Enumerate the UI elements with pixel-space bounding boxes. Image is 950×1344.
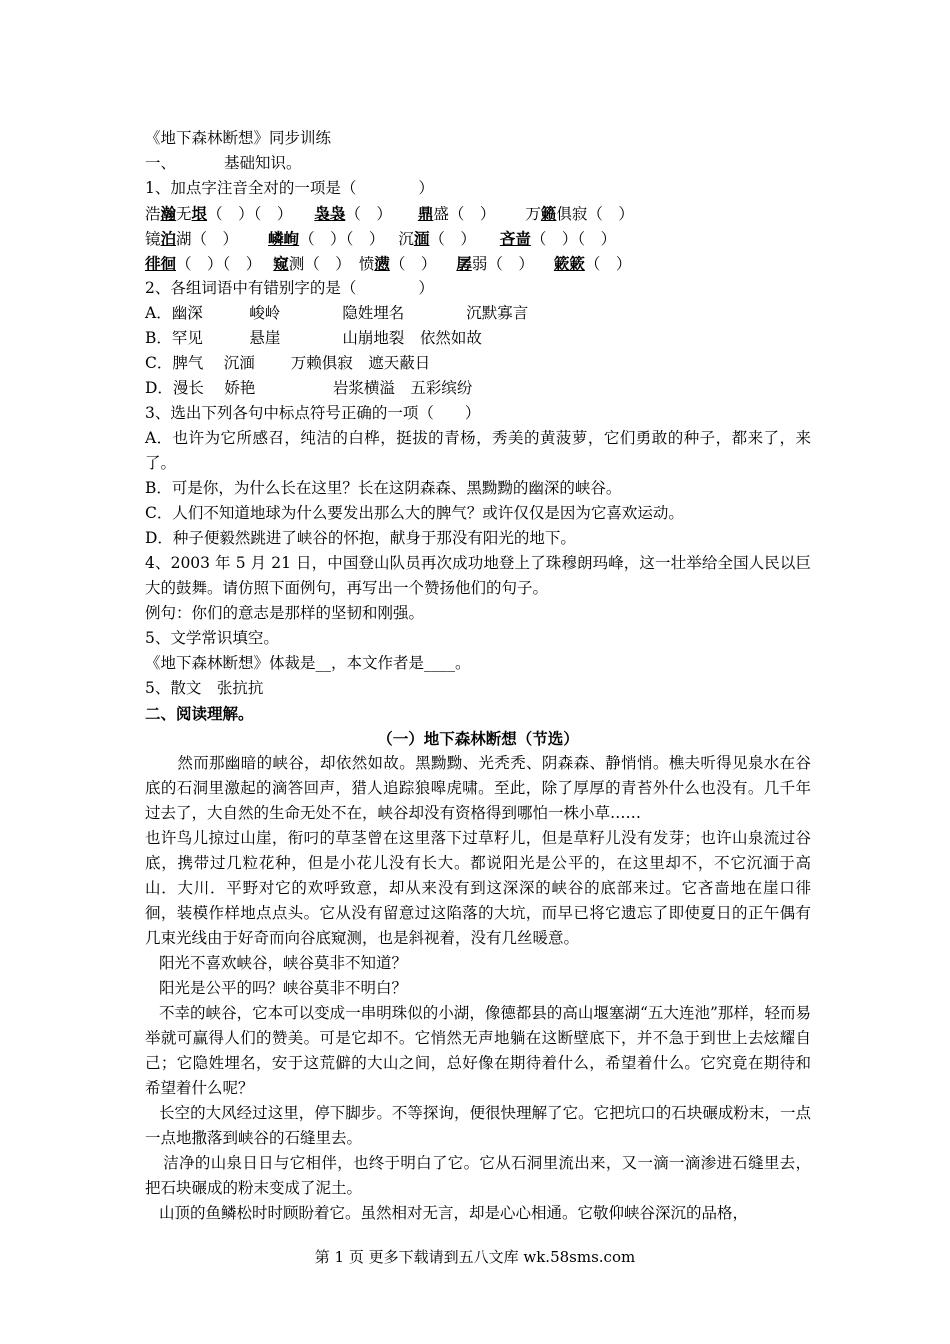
q2-stem: 2、各组词语中有错别字的是（ ） bbox=[145, 279, 434, 297]
reading-paragraph: 也许鸟儿掠过山崖，衔叼的草茎曾在这里落下过草籽儿，但是草籽儿没有发芽；也许山泉流过谷底，携带过几粒花种，但是小花儿没有长大。都说阳光是公平的，在这里却不，不它沉湎于高山．大川．平野对它的欢呼致意，却从来没有到这深深的峡谷的底部来过。它吝啬地在崖口徘徊，装模作样地点点头。它从没有留意过这陷落的大坑，而早已将它遗忘了即使夏日的正午偶有几束光线由于好奇而向谷底窥测，也是斜视着，没有几丝暖意。 bbox=[145, 829, 811, 947]
page-footer: 第 1 页 更多下载请到五八文库 wk.58sms.com bbox=[314, 1248, 636, 1266]
section-1-label: 基础知识。 bbox=[224, 154, 302, 172]
section-2-heading: 二、阅读理解。 bbox=[145, 704, 254, 723]
q2-option-c: C．脾气 沉湎 万赖俱寂 遮天蔽日 bbox=[145, 354, 431, 372]
q1-stem: 1、加点字注音全对的一项是（ ） bbox=[145, 179, 434, 197]
q1-item: 窥测（ ） bbox=[273, 254, 351, 273]
q3-option-b: B．可是你，为什么长在这里？长在这阴森森、黑黝黝的幽深的峡谷。 bbox=[145, 479, 622, 497]
reading-paragraph: 然而那幽暗的峡谷，却依然如故。黑黝黝、光秃秃、阴森森、静悄悄。樵夫听得见泉水在谷底的石洞里激起的滴答回声，猎人追踪狼嗥虎啸。至此，除了厚厚的青苔外什么也没有。几千年过去了，大自然的生命无处不在，峡谷却没有资格得到哪怕一株小草…… bbox=[145, 754, 811, 822]
q3-option-d: D．种子便毅然跳进了峡谷的怀抱，献身于那没有阳光的地下。 bbox=[145, 529, 576, 547]
reading-paragraph: 山顶的鱼鳞松时时顾盼着它。虽然相对无言，却是心心相通。它敬仰峡谷深沉的品格， bbox=[159, 1204, 749, 1222]
reading-paragraph: 长空的大风经过这里，停下脚步。不等探询，便很快理解了它。它把坑口的石块碾成粉末，一点一点地撒落到峡谷的石缝里去。 bbox=[145, 1104, 811, 1147]
section-1-number: 一、 bbox=[145, 154, 177, 172]
q4-stem: 4、2003 年 5 月 21 日，中国登山队员再次成功地登上了珠穆朗玛峰，这一壮举给全国人民以巨大的鼓舞。请仿照下面例句，再写出一个赞扬他们的句子。 bbox=[145, 554, 811, 597]
q5-answer: 5、散文 张抗抗 bbox=[145, 679, 264, 697]
document-body bbox=[145, 126, 811, 1226]
q1-item: 袅袅（ ） bbox=[314, 204, 392, 223]
q4-example: 例句：你们的意志是那样的坚韧和刚强。 bbox=[145, 604, 425, 622]
q1-item: 吝啬（ ）（ ） bbox=[499, 229, 617, 248]
q1-item: 镜泊湖（ ） bbox=[145, 229, 239, 248]
q1-item: 孱弱（ ） bbox=[456, 254, 534, 273]
q1-item: 愤懑（ ） bbox=[358, 254, 437, 273]
q1-row-3 bbox=[145, 251, 811, 276]
q1-item: 嶙峋（ ）（ ） bbox=[268, 229, 385, 248]
q3-option-c: C．人们不知道地球为什么要发出那么大的脾气？或许仅仅是因为它喜欢运动。 bbox=[145, 504, 684, 522]
reading-paragraph: 洁净的山泉日日与它相伴，也终于明白了它。它从石洞里流出来，又一滴一滴渗进石缝里去，把石块碾成的粉末变成了泥土。 bbox=[145, 1154, 811, 1197]
q1-row-2 bbox=[145, 226, 811, 251]
q1-item: 万籁俱寂（ ） bbox=[525, 204, 634, 223]
q1-item: 簌簌（ ） bbox=[553, 254, 632, 273]
q5-stem: 5、文学常识填空。 bbox=[145, 629, 279, 647]
reading-paragraph: 阳光不喜欢峡谷，峡谷莫非不知道？ bbox=[159, 954, 408, 972]
q3-option-a: A．也许为它所感召，纯洁的白桦，挺拔的青杨，秀美的黄菠萝，它们勇敢的种子，都来了，来了。 bbox=[145, 429, 811, 472]
q3-stem: 3、选出下列各句中标点符号正确的一项（ ） bbox=[145, 404, 481, 422]
q2-option-a: A．幽深 峻岭 隐姓埋名 沉默寡言 bbox=[145, 304, 529, 322]
q1-item: 沉湎（ ） bbox=[398, 229, 476, 248]
section-1-heading bbox=[145, 151, 811, 176]
reading-title: （一）地下森林断想（节选） bbox=[377, 729, 579, 748]
reading-paragraph: 阳光是公平的吗？峡谷莫非不明白？ bbox=[159, 979, 408, 997]
reading-paragraph: 不幸的峡谷，它本可以变成一串明珠似的小湖，像德都县的高山堰塞湖“五大连池”那样，轻而易举就可赢得人们的赞美。可是它却不。它悄然无声地躺在这断壁底下，并不急于到世上去炫耀自己；它隐姓埋名，安于这荒僻的大山之间，总好像在期待着什么，希望着什么。它究竟在期待和希望着什么呢？ bbox=[145, 1004, 811, 1097]
q1-row-1 bbox=[145, 201, 811, 226]
q2-option-d: D．漫长 娇艳 岩浆横溢 五彩缤纷 bbox=[145, 379, 473, 397]
q1-item: 徘徊（ ）（ ） bbox=[145, 254, 262, 273]
q1-item: 浩瀚无垠（ ）（ ） bbox=[145, 204, 293, 223]
q1-item: 鼎盛（ ） bbox=[417, 204, 496, 223]
doc-title: 《地下森林断想》同步训练 bbox=[145, 129, 332, 147]
q2-option-b: B．罕见 悬崖 山崩地裂 依然如故 bbox=[145, 329, 482, 347]
q5-fill: 《地下森林断想》体裁是__，本文作者是____。 bbox=[145, 654, 471, 672]
